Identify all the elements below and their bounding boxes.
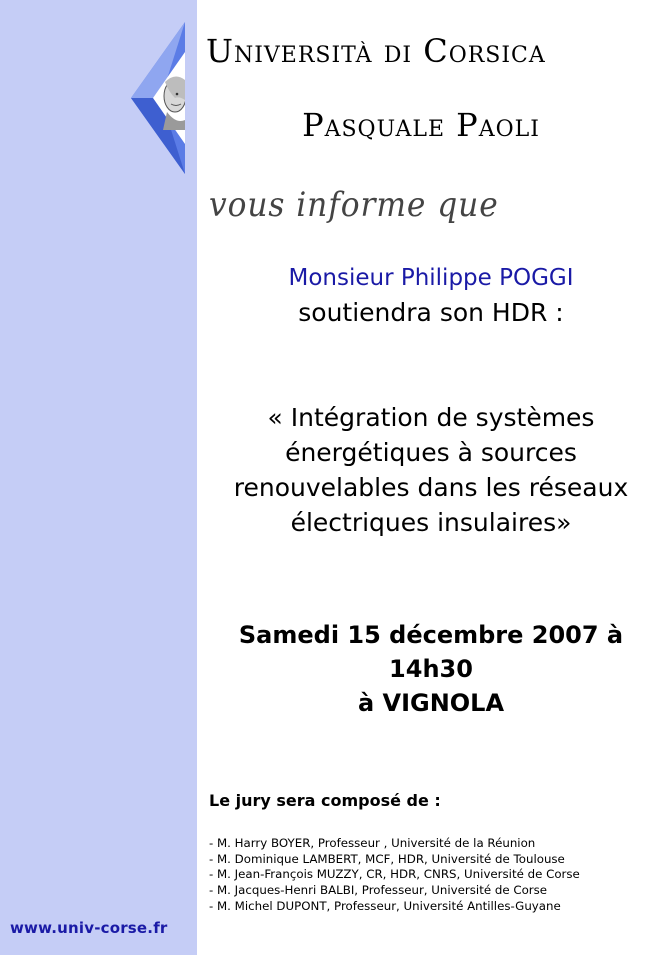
thesis-line: énergétiques à sources [285, 438, 577, 467]
jury-title: Le jury sera composé de : [209, 791, 441, 810]
event-location: à VIGNOLA [357, 689, 505, 717]
jury-member: - M. Jacques-Henri BALBI, Professeur, Université de Corse [209, 883, 548, 898]
jury-member: - M. Michel DUPONT, Professeur, Université Antilles-Guyane [209, 898, 561, 913]
thesis-title [205, 400, 657, 540]
candidate-name: Monsieur Philippe POGGI [288, 265, 574, 291]
informs-heading: vous informe que [209, 185, 499, 225]
jury-member: - M. Harry BOYER, Professeur , Université de la Réunion [209, 836, 536, 850]
website-link[interactable]: www.univ-corse.fr [10, 919, 168, 937]
university-name: Università di Corsica [206, 32, 546, 70]
event-details [205, 618, 657, 720]
thesis-line: renouvelables dans les réseaux [233, 473, 629, 502]
university-subtitle: Pasquale Paoli [302, 106, 540, 144]
university-logo-icon [131, 22, 185, 174]
jury-member: - M. Dominique LAMBERT, MCF, HDR, Université de Toulouse [209, 851, 565, 866]
thesis-line: « Intégration de systèmes [267, 403, 595, 432]
event-date: Samedi 15 décembre 2007 à [238, 621, 624, 649]
jury-list [209, 836, 580, 915]
jury-member: - M. Jean-François MUZZY, CR, HDR, CNRS, Université de Corse [209, 867, 580, 882]
thesis-line: électriques insulaires» [290, 508, 572, 537]
candidate-action: soutiendra son HDR : [298, 298, 564, 327]
event-time: 14h30 [389, 655, 473, 683]
